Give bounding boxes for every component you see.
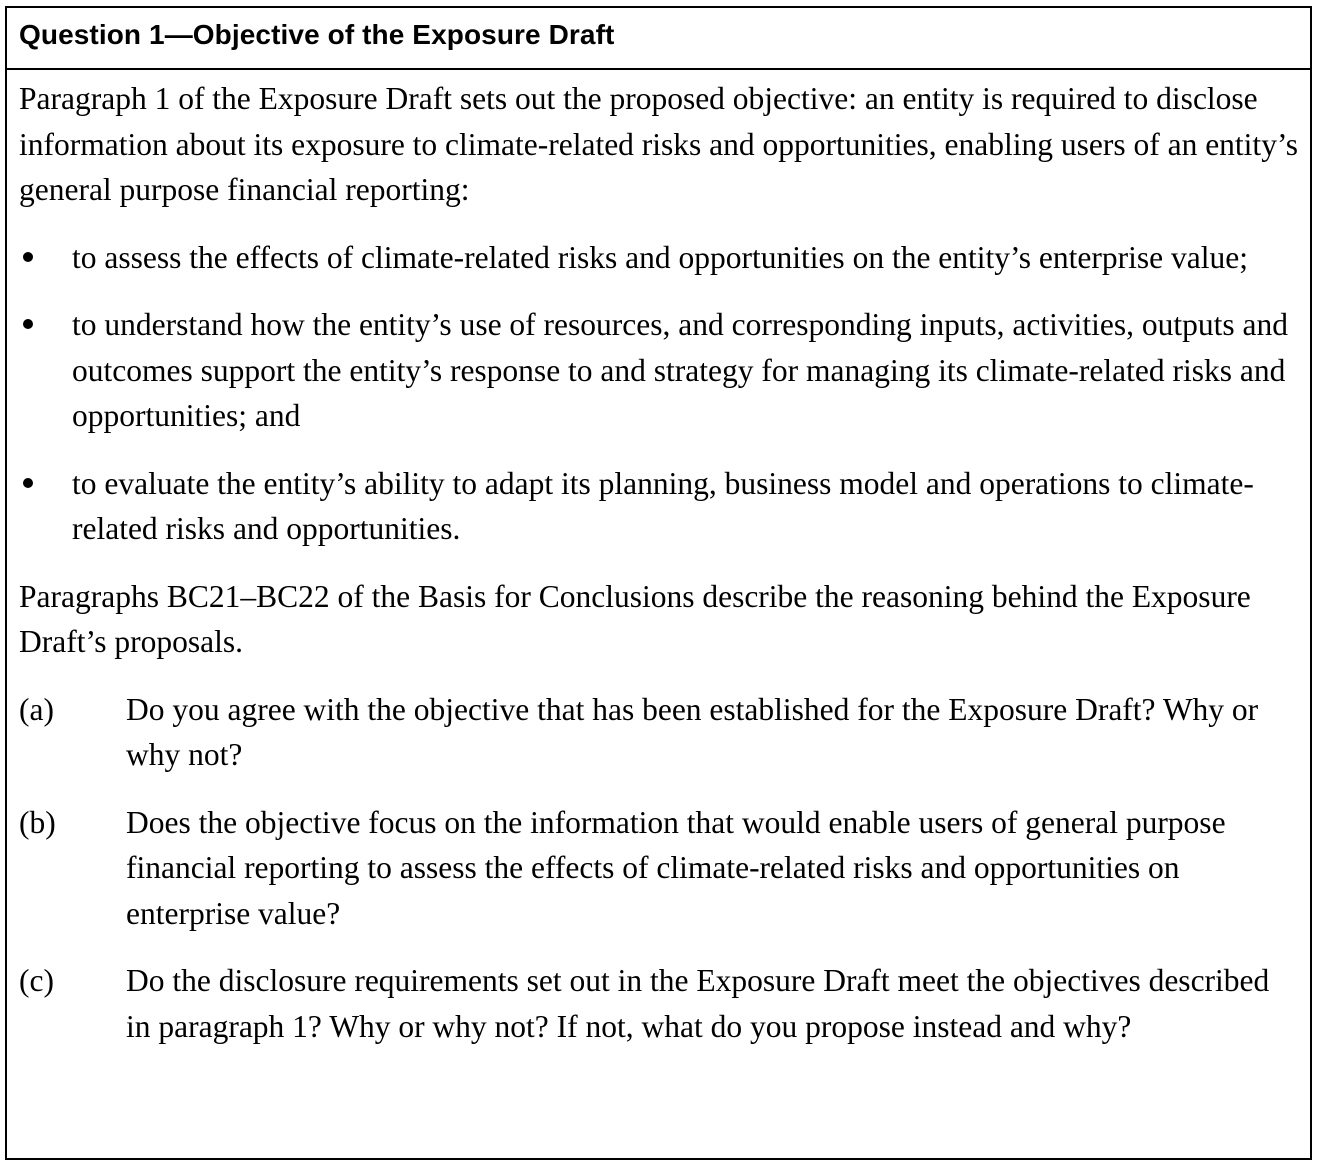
question-label: (c) — [19, 963, 54, 998]
question-title: Question 1—Objective of the Exposure Draft — [19, 19, 615, 50]
question-label: (a) — [19, 691, 54, 727]
question-text: Do you agree with the objective that has been established for the Exposure Draft? Why or why not? — [126, 691, 1259, 772]
bullet-dot-icon — [23, 319, 33, 329]
question-body — [7, 76, 1310, 1049]
intro-paragraph: Paragraph 1 of the Exposure Draft sets out the proposed objective: an entity is required to disclose information about its exposure to climate-related risks and opportunities, enabling users of an entity’s general purpose financial reporting: — [19, 81, 1298, 207]
question-item — [19, 958, 1298, 1049]
objective-bullet-item — [19, 461, 1298, 552]
bullet-text: to understand how the entity’s use of resources, and corresponding inputs, activities, outputs and outcomes support the entity’s response to and strategy for managing its climate-related risks and opportunities; and — [72, 307, 1289, 433]
basis-paragraph: Paragraphs BC21–BC22 of the Basis for Conclusions describe the reasoning behind the Exposure Draft’s proposals. — [19, 578, 1251, 659]
question-item — [19, 800, 1298, 937]
question-text: Do the disclosure requirements set out in the Exposure Draft meet the objectives described in paragraph 1? Why or why not? If not, what do you propose instead and why? — [126, 963, 1270, 1044]
question-header — [7, 8, 1310, 70]
bullet-text: to evaluate the entity’s ability to adapt its planning, business model and operations to climate-related risks and opportunities. — [72, 465, 1254, 546]
question-text: Does the objective focus on the information that would enable users of general purpose financial reporting to assess the effects of climate-related risks and opportunities on enterprise value? — [126, 804, 1226, 931]
question-item — [19, 687, 1298, 778]
question-list — [19, 687, 1298, 1050]
objective-bullet-list — [19, 235, 1298, 552]
objective-bullet-item — [19, 302, 1298, 439]
bullet-text: to assess the effects of climate-related risks and opportunities on the entity’s enterprise value; — [72, 239, 1248, 275]
question-label: (b) — [19, 804, 56, 840]
question-box — [5, 6, 1312, 1160]
bullet-dot-icon — [23, 252, 33, 262]
bullet-dot-icon — [23, 478, 33, 488]
objective-bullet-item — [19, 235, 1298, 281]
